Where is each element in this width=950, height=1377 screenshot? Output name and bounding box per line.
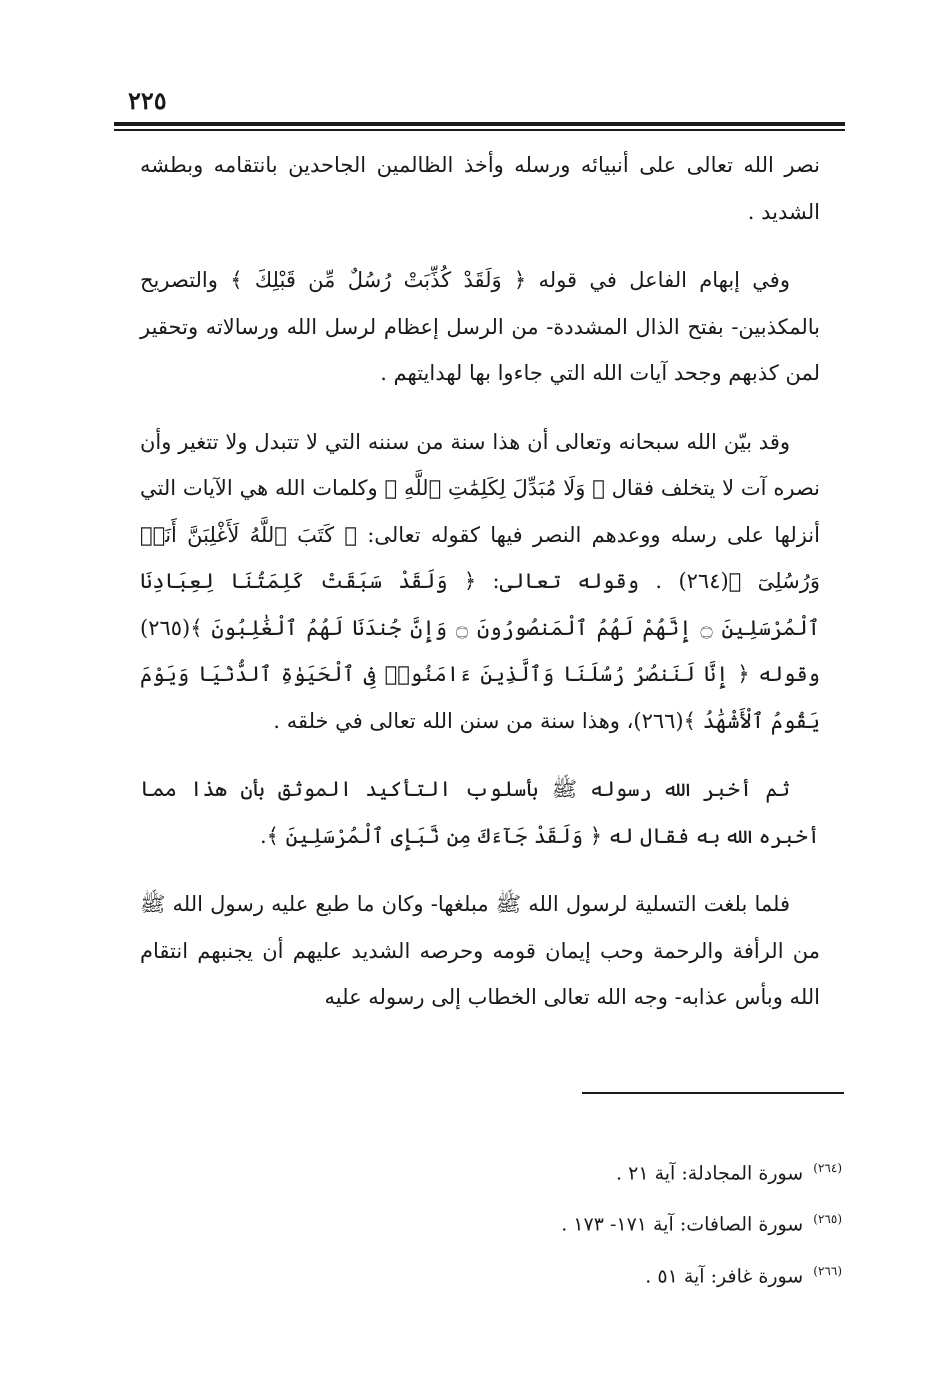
footnote-text: سورة المجادلة: آية ٢١ . <box>616 1162 804 1185</box>
paragraph: وقد بيّن الله سبحانه وتعالى أن هذا سنة من سننه التي لا تتبدل ولا تتغير وأن نصره آت لا يتخلف فقال ﴿ وَلَا مُبَدِّلَ لِكَلِمَٰتِ ٱللَّهِ ﴾ وكلمات الله هي الآيات التي أنزلها على رسله ووعدهم النصر فيها كقوله تعالى: ﴿ كَتَبَ ٱللَّهُ لَأَغْلِبَنَّ أَنَا۠ وَرُسُلِىٓ ﴾(٢٦٤) . وقوله تعالى: ﴿ وَلَقَدْ سَبَقَتْ كَلِمَتُنَا لِعِبَادِنَا ٱلْمُرْسَلِينَ ۝ إِنَّهُمْ لَهُمُ ٱلْمَنصُورُونَ ۝ وَإِنَّ جُندَنَا لَهُمُ ٱلْغَٰلِبُونَ ﴾(٢٦٥) وقوله ﴿ إِنَّا لَنَنصُرُ رُسُلَنَا وَٱلَّذِينَ ءَامَنُوا۟ فِى ٱلْحَيَوٰةِ ٱلدُّنْيَا وَيَوْمَ يَقُومُ ٱلْأَشْهَٰدُ ﴾(٢٦٦)، وهذا سنة من سنن الله تعالى في خلقه . <box>140 429 820 733</box>
footnote-number: (٢٦٤) <box>813 1161 842 1175</box>
footnote <box>561 1196 842 1247</box>
page-number: ٢٢٥ <box>128 86 167 115</box>
paragraph: فلما بلغت التسلية لرسول الله ﷺ مبلغها- وكان ما طبع عليه رسول الله ﷺ من الرأفة والرحمة وحب إيمان قومه وحرصه الشديد عليهم أن يجنبهم انتقام الله وبأس عذابه- وجه الله تعالى الخطاب إلى رسوله عليه <box>140 892 820 1009</box>
body-text <box>140 142 820 1043</box>
footnote-number: (٢٦٥) <box>813 1212 842 1227</box>
footnotes <box>561 1145 842 1299</box>
footnote-text: سورة الصافات: آية ١٧١- ١٧٣ . <box>561 1213 804 1236</box>
footnote <box>561 1248 842 1299</box>
footnote <box>561 1145 842 1196</box>
footnote-text: سورة غافر: آية ٥١ . <box>645 1264 804 1287</box>
footnote-rule <box>582 1092 844 1094</box>
header-rule-thick <box>114 122 845 126</box>
paragraph: وفي إبهام الفاعل في قوله ﴿ وَلَقَدْ كُذِّبَتْ رُسُلٌ مِّن قَبْلِكَ ﴾ والتصريح بالمكذبين- بفتح الذال المشددة- من الرسل إعظام لرسل الله ورسالاته وتحقير لمن كذبهم وجحد آيات الله التي جاءوا بها لهدايتهم . <box>140 268 820 385</box>
paragraph: ثم أخبر الله رسوله ﷺ بأسلوب التأكيد الموثق بأن هذا مما أخبره الله به فقال له ﴿ وَلَقَدْ جَآءَكَ مِن نَّبَإِى ٱلْمُرْسَلِينَ ﴾. <box>140 777 820 848</box>
footnote-number: (٢٦٦) <box>813 1263 842 1278</box>
header-rule-thin <box>114 129 845 131</box>
paragraph: نصر الله تعالى على أنبيائه ورسله وأخذ الظالمين الجاحدين بانتقامه وبطشه الشديد . <box>140 153 820 224</box>
